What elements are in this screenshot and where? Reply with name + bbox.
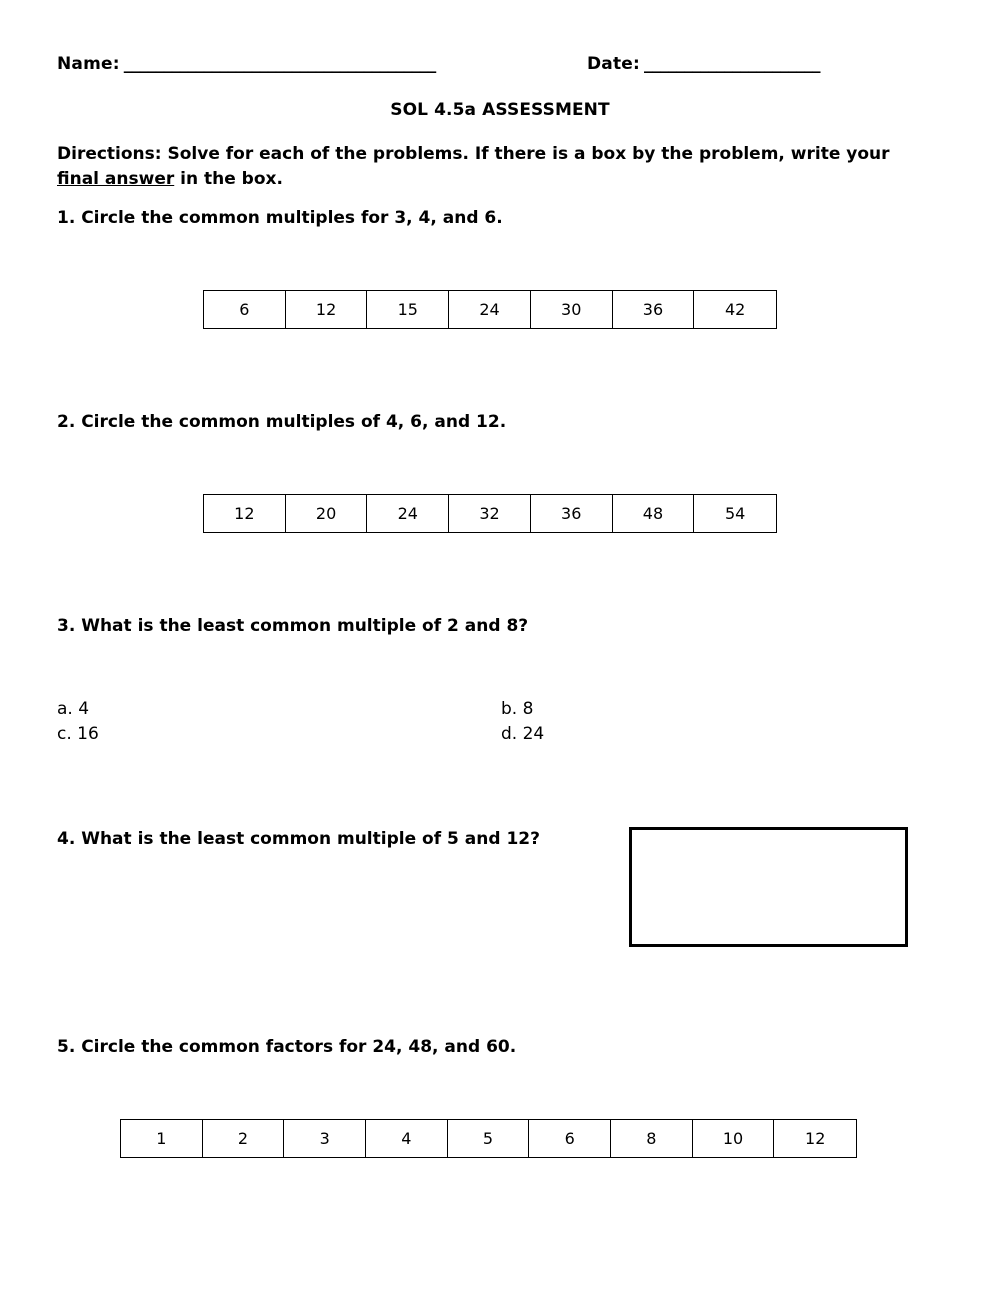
choice-d[interactable]: d. 24 [501, 723, 545, 744]
choice-c[interactable]: c. 16 [57, 723, 99, 744]
strip-cell[interactable]: 4 [366, 1120, 448, 1157]
strip-cell[interactable]: 42 [724, 300, 746, 319]
question-4-answer-box[interactable] [629, 827, 908, 947]
choice-row-ab [57, 697, 757, 722]
strip-cell[interactable]: 24 [449, 291, 531, 328]
strip-cell[interactable]: 8 [611, 1120, 693, 1157]
directions-tail: in the box. [174, 168, 283, 189]
question-1-text: 1. Circle the common multiples for 3, 4, and 6. [57, 208, 503, 228]
strip-cell[interactable]: 12 [805, 1129, 826, 1148]
strip-cell[interactable]: 54 [724, 504, 746, 523]
page-title: SOL 4.5a ASSESSMENT [390, 100, 610, 120]
strip-cell[interactable]: 10 [693, 1120, 775, 1157]
question-1-number-strip [203, 290, 777, 329]
date-field-group [587, 54, 820, 74]
strip-cell[interactable]: 48 [613, 495, 695, 532]
question-5-number-strip [120, 1119, 857, 1158]
strip-cell[interactable]: 20 [286, 495, 368, 532]
name-field-group [57, 54, 587, 74]
question-5-text: 5. Circle the common factors for 24, 48, and 60. [57, 1037, 517, 1057]
directions-text [57, 142, 937, 191]
strip-cell[interactable]: 1 [121, 1120, 203, 1157]
strip-cell[interactable]: 30 [531, 291, 613, 328]
directions-lead: Directions: Solve for each of the problems. If there is a box by the problem, write your [57, 144, 890, 164]
name-label: Name: [57, 54, 120, 74]
choice-row-cd [57, 722, 757, 747]
directions-emphasis: final answer [57, 168, 175, 189]
student-info-row [57, 54, 943, 74]
strip-cell[interactable]: 12 [204, 495, 286, 532]
strip-cell[interactable]: 24 [367, 495, 449, 532]
strip-cell[interactable]: 3 [284, 1120, 366, 1157]
choice-a[interactable]: a. 4 [57, 699, 90, 719]
question-3-choices [57, 697, 757, 746]
strip-cell[interactable]: 2 [203, 1120, 285, 1157]
question-2-number-strip [203, 494, 777, 533]
question-4-text: 4. What is the least common multiple of 5 and 12? [57, 829, 540, 849]
name-write-line[interactable]: _______________________________________ [123, 54, 436, 74]
date-label: Date: [587, 54, 641, 74]
question-3-text: 3. What is the least common multiple of 2 and 8? [57, 616, 529, 636]
strip-cell[interactable]: 15 [367, 291, 449, 328]
question-2-text: 2. Circle the common multiples of 4, 6, and 12. [57, 412, 507, 432]
strip-cell[interactable]: 5 [448, 1120, 530, 1157]
strip-cell[interactable]: 6 [204, 291, 286, 328]
choice-b[interactable]: b. 8 [501, 699, 534, 719]
strip-cell[interactable]: 36 [531, 495, 613, 532]
date-write-line[interactable]: ______________________ [644, 54, 821, 74]
strip-cell[interactable]: 6 [529, 1120, 611, 1157]
strip-cell[interactable]: 36 [613, 291, 695, 328]
strip-cell[interactable]: 32 [449, 495, 531, 532]
strip-cell[interactable]: 12 [286, 291, 368, 328]
